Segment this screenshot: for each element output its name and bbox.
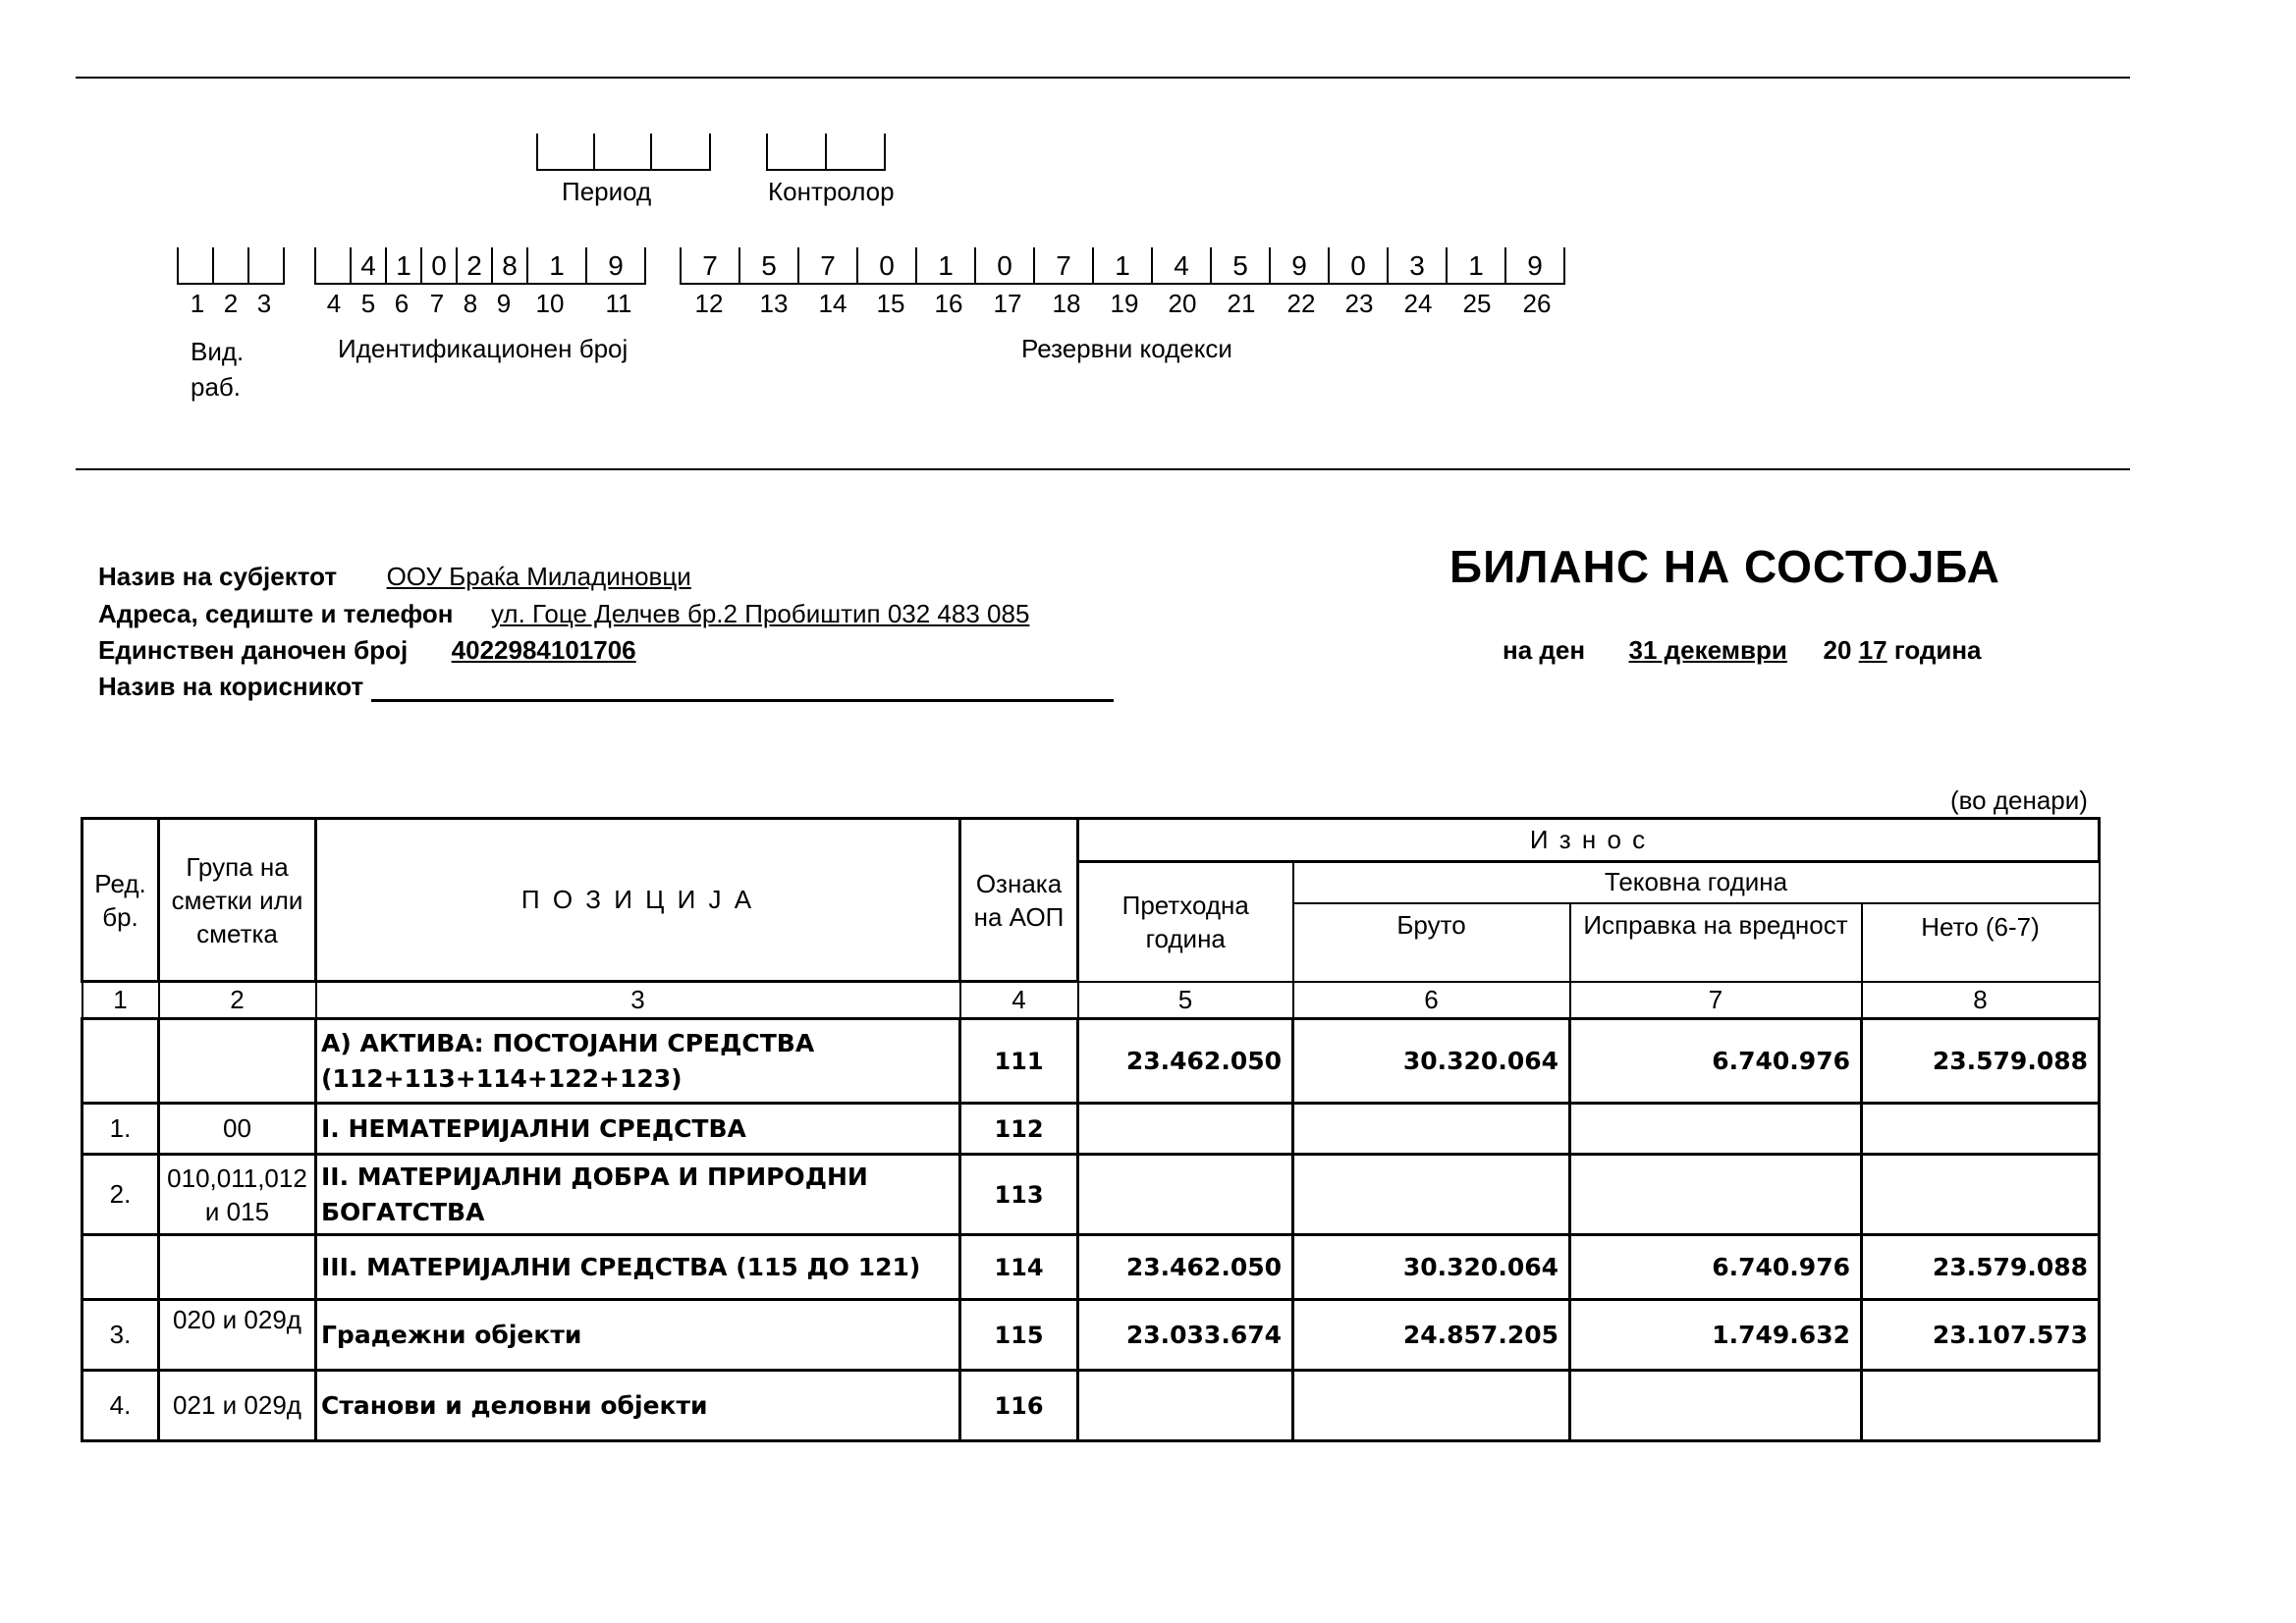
reserve-boxes: 7 5 7 0 1 0 7 1 4 5 9 0 3 1 9 bbox=[680, 247, 1565, 285]
header-aop: Ознака на АОП bbox=[960, 819, 1078, 982]
entity-tax-row bbox=[98, 635, 703, 666]
entity-user-label: Назив на корисникот bbox=[98, 672, 364, 701]
header-amount: И з н о с bbox=[1078, 819, 2100, 862]
col-num-3: 3 bbox=[316, 982, 960, 1019]
col-num-4: 4 bbox=[960, 982, 1078, 1019]
table-row: 1. 00 I. НЕМАТЕРИЈАЛНИ СРЕДСТВА 112 bbox=[82, 1104, 2100, 1155]
col-num-6: 6 bbox=[1293, 982, 1570, 1019]
year-suffix: 17 bbox=[1858, 635, 1887, 665]
period-label: Период bbox=[562, 177, 652, 206]
col-num-7: 7 bbox=[1570, 982, 1862, 1019]
table-row: 2. 010,011,012 и 015 II. МАТЕРИЈАЛНИ ДОБРА И ПРИРОДНИ БОГАТСТВА 113 bbox=[82, 1155, 2100, 1235]
table-row: 4. 021 и 029д Станови и деловни објекти 116 bbox=[82, 1371, 2100, 1441]
year-word: година bbox=[1893, 635, 1982, 665]
date-value: 31 декември bbox=[1628, 635, 1787, 665]
year-prefix: 20 bbox=[1823, 635, 1852, 665]
id-boxes: 4 1 0 2 8 1 9 bbox=[314, 247, 646, 285]
table-row: III. МАТЕРИЈАЛНИ СРЕДСТВА (115 ДО 121) 114 23.462.050 30.320.064 6.740.976 23.579.088 bbox=[82, 1235, 2100, 1300]
period-boxes bbox=[536, 134, 711, 171]
table-row: 3. 020 и 029д Градежни објекти 115 23.033.674 24.857.205 1.749.632 23.107.573 bbox=[82, 1300, 2100, 1371]
reserve-label: Резервни кодекси bbox=[1021, 334, 1232, 363]
entity-address-row bbox=[98, 599, 1029, 629]
entity-tax-label: Единствен даночен број bbox=[98, 635, 409, 665]
header-row-no: Ред. бр. bbox=[82, 819, 159, 982]
table-row: А) АКТИВА: ПОСТОЈАНИ СРЕДСТВА (112+113+114+122+123) 111 23.462.050 30.320.064 6.740.976 23.579.088 bbox=[82, 1019, 2100, 1104]
header-adjustment: Исправка на вредност bbox=[1570, 903, 1862, 982]
controller-boxes bbox=[766, 134, 886, 171]
balance-table bbox=[81, 817, 2101, 1442]
col-num-1: 1 bbox=[82, 982, 159, 1019]
header-net: Нето (6-7) bbox=[1862, 903, 2100, 982]
document-title: БИЛАНС НА СОСТОЈБА bbox=[1449, 541, 2000, 592]
header-position: П О З И Ц И Ј А bbox=[316, 819, 960, 982]
column-number-row bbox=[82, 982, 2100, 1019]
col-num-2: 2 bbox=[159, 982, 316, 1019]
entity-tax-value: 4022984101706 bbox=[451, 635, 636, 665]
header-previous-year: Претходна година bbox=[1078, 862, 1293, 982]
header-account-group: Група на сметки или сметка bbox=[159, 819, 316, 982]
col-num-8: 8 bbox=[1862, 982, 2100, 1019]
header-current-year: Тековна година bbox=[1293, 862, 2100, 903]
entity-name-label: Назив на субјектот bbox=[98, 562, 338, 591]
position-numbers: 1 2 3 4 5 6 7 8 9 10 11 12 13 14 15 16 17 18 19 20 21 22 23 24 25 26 bbox=[190, 289, 1552, 318]
header-row-1 bbox=[82, 819, 2100, 862]
id-label: Идентификационен број bbox=[338, 334, 629, 363]
date-prefix: на ден bbox=[1503, 635, 1586, 665]
entity-name-value: ООУ Браќа Миладиновци bbox=[386, 562, 691, 591]
controller-label: Контролор bbox=[768, 177, 895, 206]
entity-address-value: ул. Гоце Делчев бр.2 Пробиштип 032 483 085 bbox=[490, 599, 1030, 628]
document-date-row bbox=[1503, 635, 1982, 666]
col-num-5: 5 bbox=[1078, 982, 1293, 1019]
type-boxes bbox=[177, 247, 285, 285]
currency-note: (во денари) bbox=[1950, 785, 2088, 815]
entity-address-label: Адреса, седиште и телефон bbox=[98, 599, 454, 628]
header-gross: Бруто bbox=[1293, 903, 1570, 982]
middle-rule bbox=[76, 468, 2130, 470]
top-rule bbox=[76, 77, 2130, 79]
entity-user-row bbox=[98, 672, 1114, 702]
type-label: Вид. раб. bbox=[191, 337, 245, 402]
entity-user-line bbox=[371, 674, 1114, 702]
entity-name-row bbox=[98, 562, 691, 592]
